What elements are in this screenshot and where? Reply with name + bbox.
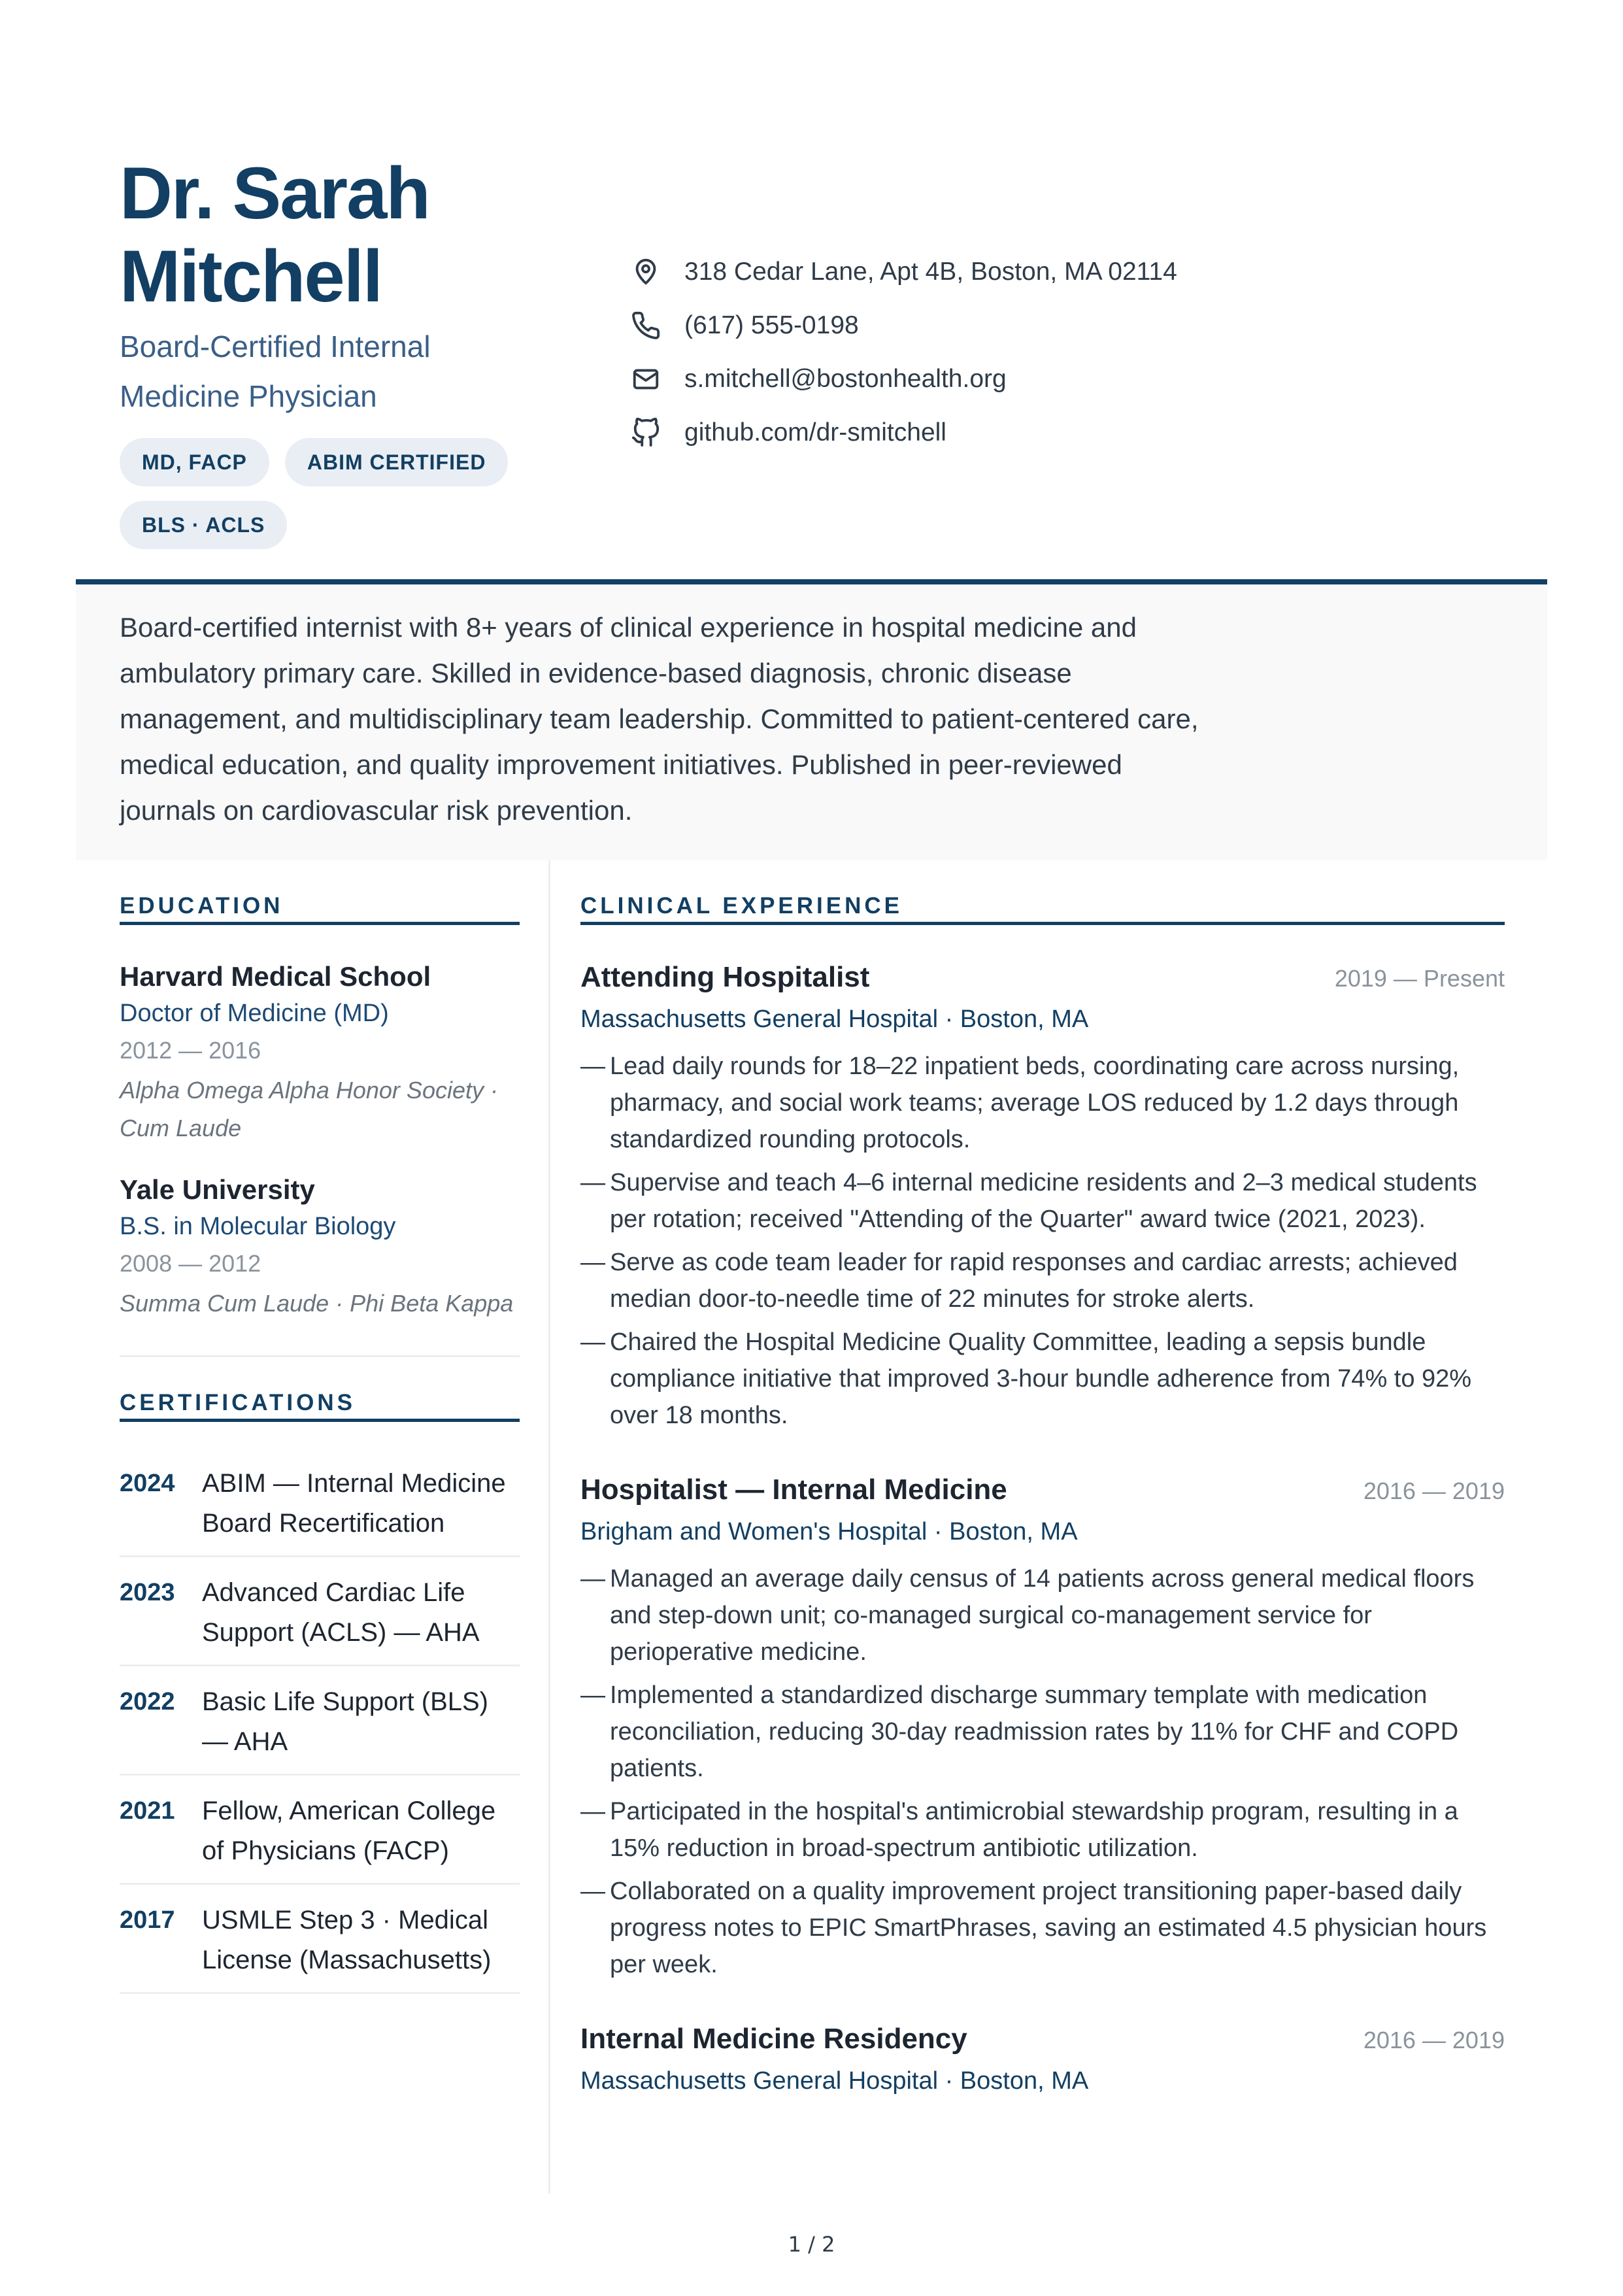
job-bullets xyxy=(580,1561,1505,1983)
job-organization: Massachusetts General Hospital · Boston, MA xyxy=(580,2067,1089,2095)
left-column xyxy=(120,860,520,1994)
degree: B.S. in Molecular Biology xyxy=(120,1213,396,1240)
job-bullet: — Serve as code team leader for rapid responses and cardiac arrests; achieved median door-to-needle time of 22 minutes for stroke alerts. xyxy=(580,1244,1505,1317)
education-honors: Alpha Omega Alpha Honor Society · Cum Laude xyxy=(120,1077,498,1141)
job-organization: Massachusetts General Hospital · Boston, MA xyxy=(580,1005,1089,1033)
right-column xyxy=(580,860,1505,2101)
certification-item xyxy=(120,1776,520,1885)
certifications-heading: CERTIFICATIONS xyxy=(120,1390,356,1415)
certification-item xyxy=(120,1885,520,1994)
education-honors: Summa Cum Laude · Phi Beta Kappa xyxy=(120,1290,514,1317)
section-rule xyxy=(120,1419,520,1422)
education-item xyxy=(120,959,520,1147)
job-title: Hospitalist — Internal Medicine xyxy=(580,1474,1007,1506)
certification-year: 2024 xyxy=(120,1470,175,1497)
certification-year: 2023 xyxy=(120,1579,175,1606)
certification-name: USMLE Step 3 · Medical License (Massachusetts) xyxy=(202,1906,492,1974)
job-bullets xyxy=(580,1048,1505,1434)
job-title: Internal Medicine Residency xyxy=(580,2023,967,2055)
education-heading: EDUCATION xyxy=(120,893,284,919)
section-rule xyxy=(120,922,520,925)
certification-name: Basic Life Support (BLS) — AHA xyxy=(202,1687,488,1756)
job-bullet: — Supervise and teach 4–6 internal medicine residents and 2–3 medical students per rotation; received "Attending of the Quarter" award twice (2021, 2023). xyxy=(580,1164,1505,1238)
job-bullet: — Participated in the hospital's antimicrobial stewardship program, resulting in a 15% reduction in broad-spectrum antibiotic utilization. xyxy=(580,1793,1505,1866)
professional-headline: Board-Certified Internal Medicine Physician xyxy=(120,329,431,413)
experience-heading: CLINICAL EXPERIENCE xyxy=(580,893,903,919)
job-entry xyxy=(580,959,1505,1434)
certification-list xyxy=(120,1448,520,1994)
contact-text: (617) 555-0198 xyxy=(684,311,859,339)
professional-summary: Board-certified internist with 8+ years of clinical experience in hospital medicine and ambulatory primary care. Skilled in evidence-based diagnosis, chronic disease management, and multidisciplinary team leadership. Committed to patient-centered care, medical education, and quality improvement initiatives. Published in peer-reviewed journals on cardiovascular risk prevention. xyxy=(120,612,1199,826)
school-name: Yale University xyxy=(120,1174,315,1205)
job-bullet: — Managed an average daily census of 14 patients across general medical floors and step-down unit; co-managed surgical co-management service for perioperative medicine. xyxy=(580,1561,1505,1670)
contact-text: github.com/dr-smitchell xyxy=(684,418,946,447)
header-divider xyxy=(76,579,1547,584)
credential-tag: MD, FACP xyxy=(120,438,269,486)
phone-icon xyxy=(629,309,662,342)
job-entry xyxy=(580,2021,1505,2101)
certification-name: ABIM — Internal Medicine Board Recertification xyxy=(202,1469,506,1538)
education-years: 2012 — 2016 xyxy=(120,1037,261,1064)
job-organization: Brigham and Women's Hospital · Boston, MA xyxy=(580,1518,1078,1545)
section-rule xyxy=(580,922,1505,925)
job-entry xyxy=(580,1472,1505,1983)
degree: Doctor of Medicine (MD) xyxy=(120,1000,389,1027)
candidate-name: Dr. Sarah Mitchell xyxy=(120,152,429,317)
mail-icon xyxy=(629,363,662,396)
github-icon xyxy=(629,416,662,449)
job-bullet: — Chaired the Hospital Medicine Quality Committee, leading a sepsis bundle compliance initiative that improved 3-hour bundle adherence from 74% to 92% over 18 months. xyxy=(580,1324,1505,1434)
contact-list xyxy=(629,245,1283,460)
certification-name: Fellow, American College of Physicians (FACP) xyxy=(202,1797,496,1865)
certification-name: Advanced Cardiac Life Support (ACLS) — AHA xyxy=(202,1578,480,1647)
certification-item xyxy=(120,1666,520,1776)
job-dates: 2016 — 2019 xyxy=(1363,1477,1505,1504)
contact-email[interactable] xyxy=(629,352,1283,406)
column-divider xyxy=(548,860,550,2194)
education-years: 2008 — 2012 xyxy=(120,1250,261,1277)
certification-item xyxy=(120,1557,520,1666)
certification-year: 2017 xyxy=(120,1906,175,1934)
job-dates: 2016 — 2019 xyxy=(1363,2027,1505,2053)
job-title: Attending Hospitalist xyxy=(580,961,870,993)
certification-year: 2022 xyxy=(120,1688,175,1715)
credential-tag: ABIM CERTIFIED xyxy=(285,438,509,486)
contact-github[interactable] xyxy=(629,406,1283,460)
education-item xyxy=(120,1172,520,1323)
contact-address xyxy=(629,245,1283,299)
school-name: Harvard Medical School xyxy=(120,961,431,992)
contact-text: 318 Cedar Lane, Apt 4B, Boston, MA 02114 xyxy=(684,258,1177,286)
job-bullet: — Collaborated on a quality improvement project transitioning paper-based daily progress notes to EPIC SmartPhrases, saving an estimated 4.5 physician hours per week. xyxy=(580,1873,1505,1983)
certification-year: 2021 xyxy=(120,1797,175,1825)
job-bullet: — Implemented a standardized discharge summary template with medication reconciliation, reducing 30-day readmission rates by 11% for CHF and COPD patients. xyxy=(580,1677,1505,1787)
contact-text: s.mitchell@bostonhealth.org xyxy=(684,365,1007,393)
page-number: 1 / 2 xyxy=(788,2232,835,2257)
location-pin-icon xyxy=(629,256,662,288)
contact-phone[interactable] xyxy=(629,299,1283,352)
credential-tags xyxy=(120,438,538,549)
job-dates: 2019 — Present xyxy=(1334,965,1505,992)
certification-item xyxy=(120,1448,520,1557)
job-bullet: — Lead daily rounds for 18–22 inpatient beds, coordinating care across nursing, pharmacy, and social work teams; average LOS reduced by 1.2 days through standardized rounding protocols. xyxy=(580,1048,1505,1158)
credential-tag: BLS · ACLS xyxy=(120,501,287,549)
